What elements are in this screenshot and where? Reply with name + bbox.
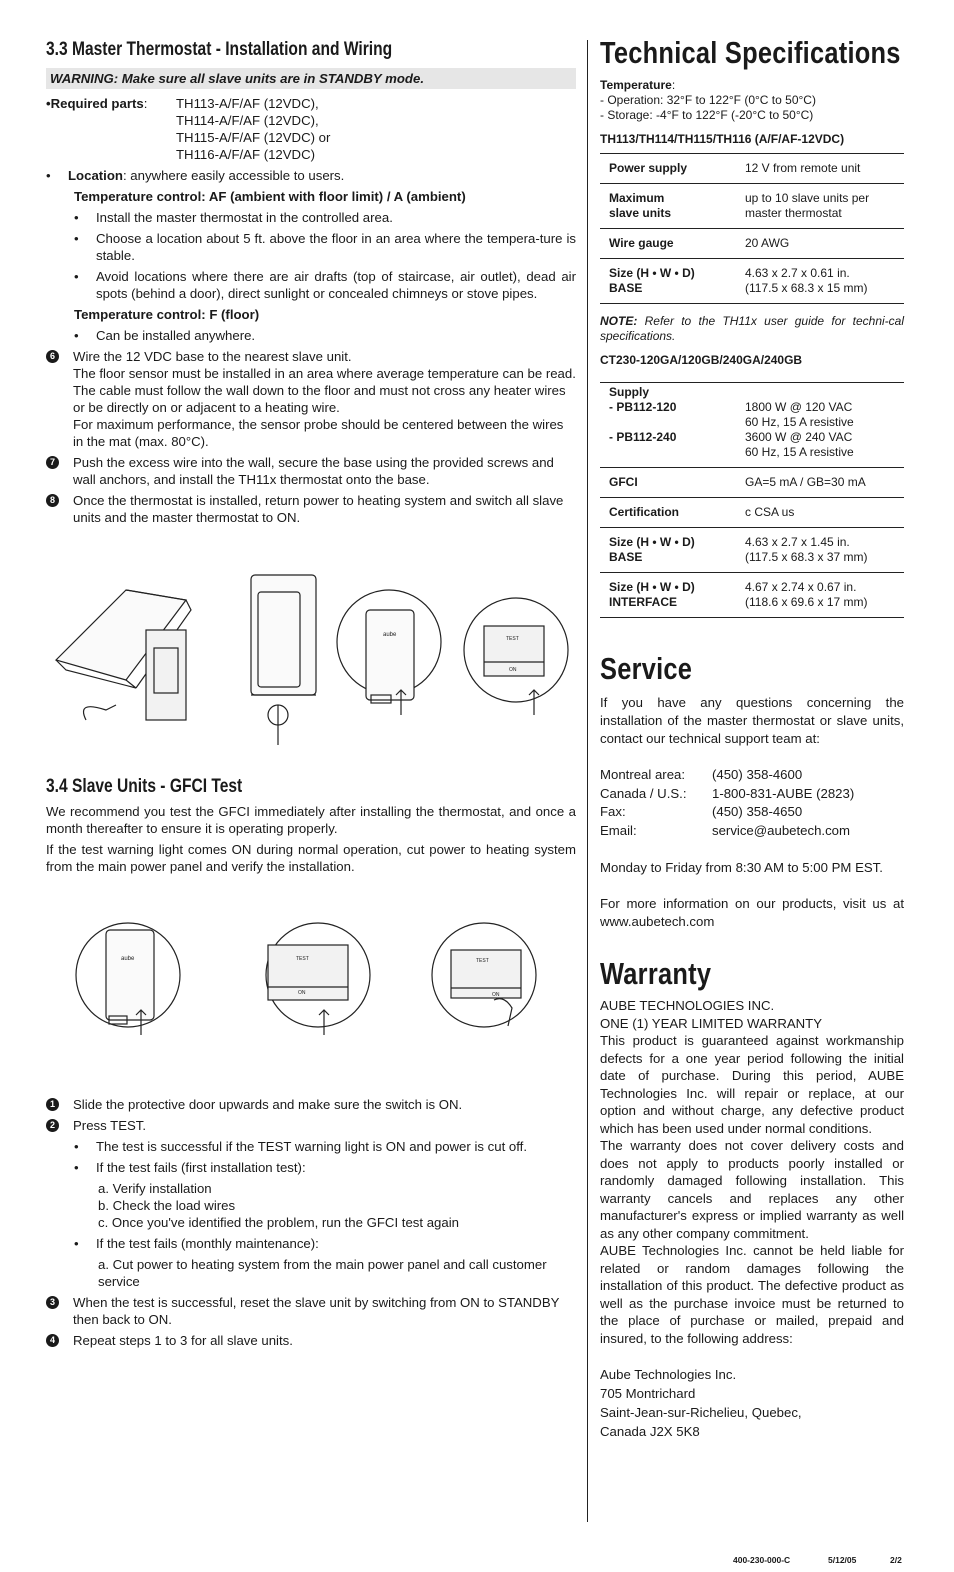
contact-table xyxy=(600,766,854,840)
gfci-para-2: If the test warning light comes ON during normal operation, cut power to heating system from the main power panel and verify the installation. xyxy=(46,842,576,874)
table-row: Maximum slave units up to 10 slave units per master thermostat xyxy=(600,184,904,229)
brand-logo-text: aube xyxy=(383,632,397,638)
list-item: • The test is successful if the TEST warning light is ON and power is cut off. xyxy=(74,1139,527,1154)
step-6: 6 Wire the 12 VDC base to the nearest slave unit. The floor sensor must be installed in an area where average temperature can be read. The cable must follow the wall down to the floor and must not cross any heater wires or be directly on or adjacent to a heating wire. For maximum performance, the sensor probe should be centered between the wires in the mat (max. 80°C). xyxy=(46,348,576,450)
gfci-step-2-drawing xyxy=(266,923,370,1035)
list-item: c. Once you've identified the problem, run the GFCI test again xyxy=(98,1215,459,1230)
list-item: • Avoid locations where there are air drafts (top of staircase, air outlet), dead air spots (behind a door), direct sunlight or concealed chimneys or stove pipes. xyxy=(74,269,576,301)
gfci-step-1-drawing xyxy=(76,923,180,1035)
tech-specs-title: Technical Specifications xyxy=(600,35,901,70)
test-label: TEST xyxy=(296,956,309,962)
column-divider xyxy=(587,40,588,1522)
test-label: TEST xyxy=(476,958,489,964)
required-parts-label: •Required parts xyxy=(46,96,144,111)
support-email: service@aubetech.com xyxy=(712,822,850,838)
brand-logo-text: aube xyxy=(121,956,135,962)
required-parts: •Required parts: TH113-A/F/AF (12VDC), TH114-A/F/AF (12VDC), TH115-A/F/AF (12VDC) or TH116-A/F/AF (12VDC) xyxy=(46,96,331,162)
doc-code: 400-230-000-C xyxy=(733,1555,791,1565)
press-test-drawing xyxy=(464,598,568,715)
list-item: • Choose a location about 5 ft. above the floor in an area where the tempera-ture is stable. xyxy=(74,231,576,263)
list-item: a. Cut power to heating system from the main power panel and call customer service xyxy=(98,1257,547,1289)
gfci-para-1: We recommend you test the GFCI immediately after installing the thermostat, and once a month thereafter to ensure it is operating properly. xyxy=(46,804,576,836)
table-row: Size (H • W • D) INTERFACE 4.67 x 2.74 x 0.67 in. (118.6 x 69.6 x 17 mm) xyxy=(600,573,904,618)
service-hours: Monday to Friday from 8:30 AM to 5:00 PM EST. xyxy=(600,860,883,875)
on-label: ON xyxy=(509,667,517,673)
table-row: Canada / U.S.: 1-800-831-AUBE (2823) xyxy=(600,785,855,801)
thermostat-base-drawing xyxy=(56,590,191,720)
note: NOTE: Refer to the TH11x user guide for techni-cal specifications. xyxy=(600,314,904,343)
location-item: • Location: anywhere easily accessible to users. xyxy=(46,168,345,183)
warranty-title: Warranty xyxy=(600,956,712,991)
gfci-step-1: 1 Slide the protective door upwards and make sure the switch is ON. xyxy=(46,1096,576,1113)
list-item: • If the test fails (monthly maintenance): xyxy=(74,1236,319,1251)
model-heading-1: TH113/TH114/TH115/TH116 (A/F/AF-12VDC) xyxy=(600,132,845,146)
left-column xyxy=(46,38,576,530)
service-title: Service xyxy=(600,651,693,686)
gfci-illustrations xyxy=(46,910,576,1045)
table-row: Certification c CSA us xyxy=(600,498,904,528)
right-column xyxy=(600,36,904,1441)
slide-door-drawing xyxy=(337,590,441,715)
on-label: ON xyxy=(298,990,306,996)
warranty-address: Aube Technologies Inc. 705 Montrichard Saint-Jean-sur-Richelieu, Quebec, Canada J2X 5K8 xyxy=(600,1367,802,1439)
section-3-4 xyxy=(46,775,576,879)
list-item: a. Verify installation xyxy=(98,1181,212,1196)
model-heading-2: CT230-120GA/120GB/240GA/240GB xyxy=(600,353,803,367)
table-row: Email: service@aubetech.com xyxy=(600,822,854,841)
table-row: Size (H • W • D) BASE 4.63 x 2.7 x 0.61 in. (117.5 x 68.3 x 15 mm) xyxy=(600,259,904,304)
required-parts-list: TH113-A/F/AF (12VDC), TH114-A/F/AF (12VDC), TH115-A/F/AF (12VDC) or TH116-A/F/AF (12VDC) xyxy=(176,96,331,162)
gfci-step-3-drawing xyxy=(432,923,536,1027)
table-row: Supply - PB112-120 - PB112-240 1800 W @ 120 VAC 60 Hz, 15 A resistive 3600 W @ 240 VAC 60 Hz, 15 A resistive xyxy=(600,383,904,468)
service-intro: If you have any questions concerning the installation of the master thermostat or slave units, contact our technical support team at: xyxy=(600,695,904,746)
section-3-4-title: 3.4 Slave Units - GFCI Test xyxy=(46,776,243,797)
list-item: • If the test fails (first installation test): xyxy=(74,1160,306,1175)
table-row: Montreal area: (450) 358-4600 xyxy=(600,767,803,782)
table-row: Size (H • W • D) BASE 4.63 x 2.7 x 1.45 in. (117.5 x 68.3 x 37 mm) xyxy=(600,528,904,573)
warranty-body: AUBE TECHNOLOGIES INC. ONE (1) YEAR LIMITED WARRANTY This product is guaranteed against workmanship defects for a one year period following the initial date of purchase. During this period, AUBE Technologies Inc. will repair or replace, at our option and without charge, any defective product which has been used under normal conditions. The warranty does not cover delivery costs and does not apply to products poorly installed or randomly damaged following installation. This warranty cancels and replaces any other manufacturer's express or implied warranty as well as any other company commitment. AUBE Technologies Inc. cannot be held liable for related or random damages following the installation of this product. The defective product as well as the purchase invoice must be returned to the place of purchase or mailed, prepaid and insured, to the following address: Aube Technologies Inc. 705 Montrichard Saint-Jean-sur-Richelieu, Quebec, Canada J2X 5K8 xyxy=(600,998,904,1439)
on-label: ON xyxy=(492,992,500,998)
step-8: 8 Once the thermostat is installed, return power to heating system and switch all slave units and the master thermostat to ON. xyxy=(46,492,576,526)
page-number: 2/2 xyxy=(890,1555,902,1565)
spec-table-slave xyxy=(600,382,904,618)
tc-f-heading: Temperature control: F (floor) xyxy=(74,307,260,322)
service-more-info: For more information on our products, visit us at www.aubetech.com xyxy=(600,896,904,929)
list-item: • Install the master thermostat in the controlled area. xyxy=(74,210,393,225)
doc-date: 5/12/05 xyxy=(828,1555,857,1565)
step-7: 7 Push the excess wire into the wall, secure the base using the provided screws and wall anchors, and install the TH11x thermostat onto the base. xyxy=(46,454,576,488)
list-item: • Can be installed anywhere. xyxy=(74,328,256,343)
gfci-step-2: 2 Press TEST. xyxy=(46,1117,576,1134)
list-item: b. Check the load wires xyxy=(98,1198,236,1213)
gfci-steps xyxy=(46,1094,576,1353)
temperature-block: Temperature: - Operation: 32°F to 122°F (0°C to 50°C) - Storage: -4°F to 122°F (-20°C to 50°C) xyxy=(600,78,816,122)
installation-illustrations xyxy=(46,570,576,750)
table-row: Power supply 12 V from remote unit xyxy=(600,154,904,184)
test-label: TEST xyxy=(506,636,519,642)
section-3-3-title: 3.3 Master Thermostat - Installation and Wiring xyxy=(46,39,393,60)
table-row: Fax: (450) 358-4650 xyxy=(600,804,803,819)
table-row: Wire gauge 20 AWG xyxy=(600,229,904,259)
thermostat-front-drawing xyxy=(251,575,316,745)
gfci-step-3: 3 When the test is successful, reset the slave unit by switching from ON to STANDBY then back to ON. xyxy=(46,1294,576,1328)
gfci-step-4: 4 Repeat steps 1 to 3 for all slave units. xyxy=(46,1332,576,1349)
spec-table-master xyxy=(600,153,904,304)
tc-af-heading: Temperature control: AF (ambient with floor limit) / A (ambient) xyxy=(74,189,466,204)
warning-banner: WARNING: Make sure all slave units are in STANDBY mode. xyxy=(46,68,576,89)
table-row: GFCI GA=5 mA / GB=30 mA xyxy=(600,468,904,498)
